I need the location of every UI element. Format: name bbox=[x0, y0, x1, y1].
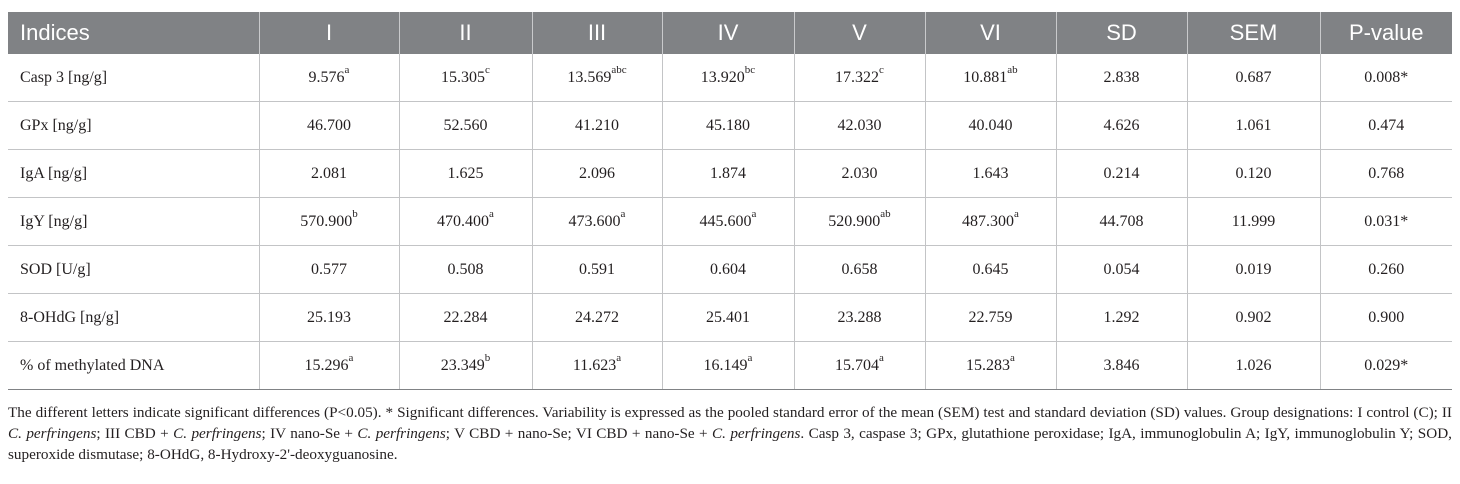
footnote-text: ; V CBD + nano-Se; VI CBD + nano-Se + bbox=[445, 425, 713, 442]
cell-value: 2.081 bbox=[311, 164, 347, 182]
column-header: P-value bbox=[1320, 12, 1452, 54]
cell-value: 44.708 bbox=[1099, 212, 1144, 230]
cell-value: 520.900 bbox=[828, 212, 881, 230]
cell-value: 0.591 bbox=[579, 260, 615, 278]
table-cell bbox=[662, 102, 794, 150]
cell-value: 25.193 bbox=[307, 308, 351, 326]
significance-letter: a bbox=[751, 208, 757, 221]
footnote-text: . Casp 3, caspase 3; GPx, glutathione peroxidase; IgA, immunoglobulin A; IgY, immunoglobulin Y; SOD, superoxide dismutase; 8-OHdG, 8-Hydroxy-2'-deoxyguanosine. bbox=[8, 425, 1452, 463]
table-cell bbox=[1056, 342, 1187, 390]
table-cell bbox=[1187, 246, 1320, 294]
table-cell bbox=[532, 54, 662, 102]
cell-value: 15.305 bbox=[441, 68, 486, 86]
cell-value: 46.700 bbox=[307, 116, 351, 134]
cell-value: 45.180 bbox=[706, 116, 750, 134]
data-table bbox=[8, 12, 1452, 390]
table-cell bbox=[1320, 294, 1452, 342]
table-cell bbox=[1320, 150, 1452, 198]
cell-value: 0.031* bbox=[1364, 212, 1409, 230]
cell-value: 23.349 bbox=[440, 356, 485, 374]
cell-value: 17.322 bbox=[835, 68, 880, 86]
significance-letter: a bbox=[1010, 352, 1015, 365]
row-label: % of methylated DNA bbox=[8, 342, 259, 390]
table-cell bbox=[259, 342, 399, 390]
cell-value: 11.623 bbox=[572, 356, 617, 374]
cell-value: 0.645 bbox=[972, 260, 1009, 278]
cell-value: 0.577 bbox=[311, 260, 347, 278]
cell-value: 13.569 bbox=[567, 68, 612, 86]
table-cell bbox=[662, 150, 794, 198]
cell-value: 0.029* bbox=[1364, 356, 1409, 374]
cell-value: 0.008* bbox=[1364, 68, 1409, 86]
significance-letter: a bbox=[747, 352, 753, 365]
table-cell bbox=[662, 198, 794, 246]
cell-value: 41.210 bbox=[575, 116, 619, 134]
significance-letter: a bbox=[616, 352, 622, 365]
table-cell bbox=[259, 246, 399, 294]
cell-value: 10.881 bbox=[963, 68, 1008, 86]
table-cell bbox=[1187, 54, 1320, 102]
table-cell bbox=[1187, 150, 1320, 198]
table-cell bbox=[259, 102, 399, 150]
table-cell bbox=[1056, 54, 1187, 102]
table-cell bbox=[399, 150, 532, 198]
cell-value: 16.149 bbox=[703, 356, 748, 374]
table-cell bbox=[794, 102, 925, 150]
cell-value: 445.600 bbox=[699, 212, 752, 230]
table-cell bbox=[925, 246, 1056, 294]
table-row bbox=[8, 150, 1452, 198]
table-cell bbox=[1056, 198, 1187, 246]
column-header: IV bbox=[662, 12, 794, 54]
cell-value: 0.768 bbox=[1368, 164, 1405, 182]
table-cell bbox=[794, 198, 925, 246]
table-cell bbox=[399, 342, 532, 390]
cell-value: 11.999 bbox=[1231, 212, 1276, 230]
table-cell bbox=[925, 198, 1056, 246]
table-body bbox=[8, 54, 1452, 390]
cell-value: 23.288 bbox=[837, 308, 882, 326]
cell-value: 0.658 bbox=[841, 260, 878, 278]
table-cell bbox=[532, 246, 662, 294]
significance-letter: a bbox=[1014, 208, 1019, 221]
cell-value: 22.759 bbox=[968, 308, 1013, 326]
table-cell bbox=[794, 54, 925, 102]
cell-value: 1.625 bbox=[447, 164, 484, 182]
cell-value: 22.284 bbox=[443, 308, 488, 326]
table-row bbox=[8, 294, 1452, 342]
table-cell bbox=[794, 342, 925, 390]
table-row bbox=[8, 102, 1452, 150]
footnote-text: The different letters indicate significant differences (P<0.05). * Significant differences. Variability is expressed as the pooled standard error of the mean (SEM) test and standard deviation (SD) values. Group designations: I control (C); II bbox=[8, 404, 1452, 421]
cell-value: 0.474 bbox=[1368, 116, 1405, 134]
cell-value: 0.900 bbox=[1368, 308, 1405, 326]
significance-letter: ab bbox=[1007, 64, 1018, 77]
cell-value: 25.401 bbox=[706, 308, 750, 326]
table-cell bbox=[925, 54, 1056, 102]
cell-value: 0.054 bbox=[1103, 260, 1140, 278]
table-cell bbox=[925, 342, 1056, 390]
significance-letter: c bbox=[879, 64, 884, 77]
significance-letter: bc bbox=[744, 64, 756, 77]
species-name: C. perfringens bbox=[712, 425, 801, 442]
cell-value: 0.604 bbox=[710, 260, 746, 278]
table-cell bbox=[1187, 102, 1320, 150]
cell-value: 2.030 bbox=[841, 164, 878, 182]
cell-value: 0.214 bbox=[1103, 164, 1140, 182]
cell-value: 15.283 bbox=[966, 356, 1011, 374]
table-row bbox=[8, 198, 1452, 246]
row-label: IgA [ng/g] bbox=[8, 150, 259, 198]
cell-value: 0.902 bbox=[1235, 308, 1272, 326]
cell-value: 1.292 bbox=[1103, 308, 1140, 326]
table-cell bbox=[532, 342, 662, 390]
significance-letter: ab bbox=[880, 208, 891, 221]
footnote-text: ; III CBD + bbox=[96, 425, 174, 442]
table-cell bbox=[662, 342, 794, 390]
table-cell bbox=[259, 294, 399, 342]
cell-value: 15.296 bbox=[304, 356, 349, 374]
cell-value: 1.643 bbox=[972, 164, 1009, 182]
significance-letter: a bbox=[344, 64, 350, 77]
significance-letter: c bbox=[485, 64, 490, 77]
table-cell bbox=[794, 150, 925, 198]
table-cell bbox=[1320, 198, 1452, 246]
table-cell bbox=[662, 294, 794, 342]
cell-value: 1.874 bbox=[710, 164, 746, 182]
table-cell bbox=[925, 102, 1056, 150]
cell-value: 0.260 bbox=[1368, 260, 1405, 278]
table-cell bbox=[1320, 342, 1452, 390]
significance-letter: b bbox=[484, 352, 491, 365]
table-cell bbox=[1320, 102, 1452, 150]
significance-letter: b bbox=[352, 208, 358, 221]
cell-value: 4.626 bbox=[1103, 116, 1140, 134]
species-name: C. perfringens bbox=[8, 425, 97, 442]
table-cell bbox=[1187, 198, 1320, 246]
table-cell bbox=[399, 54, 532, 102]
row-label: 8-OHdG [ng/g] bbox=[8, 294, 259, 342]
cell-value: 52.560 bbox=[443, 116, 488, 134]
cell-value: 9.576 bbox=[308, 68, 345, 86]
cell-value: 15.704 bbox=[835, 356, 880, 374]
table-cell bbox=[1056, 150, 1187, 198]
table-cell bbox=[532, 294, 662, 342]
cell-value: 0.687 bbox=[1235, 68, 1272, 86]
cell-value: 470.400 bbox=[437, 212, 490, 230]
cell-value: 40.040 bbox=[968, 116, 1013, 134]
footnote-text: ; IV nano-Se + bbox=[261, 425, 358, 442]
table-cell bbox=[925, 294, 1056, 342]
table-cell bbox=[662, 246, 794, 294]
cell-value: 3.846 bbox=[1103, 356, 1140, 374]
row-label: IgY [ng/g] bbox=[8, 198, 259, 246]
significance-letter: a bbox=[348, 352, 354, 365]
row-label: GPx [ng/g] bbox=[8, 102, 259, 150]
table-cell bbox=[794, 246, 925, 294]
row-label: SOD [U/g] bbox=[8, 246, 259, 294]
column-header: SEM bbox=[1187, 12, 1320, 54]
table-cell bbox=[399, 294, 532, 342]
column-header: I bbox=[259, 12, 399, 54]
header-row bbox=[8, 12, 1452, 54]
cell-value: 24.272 bbox=[575, 308, 619, 326]
row-label: Casp 3 [ng/g] bbox=[8, 54, 259, 102]
significance-letter: a bbox=[879, 352, 884, 365]
significance-letter: a bbox=[489, 208, 494, 221]
cell-value: 487.300 bbox=[962, 212, 1015, 230]
table-footnote bbox=[8, 402, 1452, 465]
table-cell bbox=[1320, 246, 1452, 294]
cell-value: 13.920 bbox=[700, 68, 745, 86]
cell-value: 1.061 bbox=[1235, 116, 1272, 134]
table-cell bbox=[532, 102, 662, 150]
table-cell bbox=[399, 198, 532, 246]
table-cell bbox=[399, 246, 532, 294]
table-cell bbox=[1187, 294, 1320, 342]
table-cell bbox=[532, 150, 662, 198]
table-cell bbox=[259, 54, 399, 102]
table-cell bbox=[1056, 294, 1187, 342]
table-row bbox=[8, 342, 1452, 390]
cell-value: 2.096 bbox=[579, 164, 615, 182]
table-cell bbox=[925, 150, 1056, 198]
table-cell bbox=[259, 150, 399, 198]
column-header: SD bbox=[1056, 12, 1187, 54]
column-header: II bbox=[399, 12, 532, 54]
cell-value: 0.019 bbox=[1235, 260, 1272, 278]
table-row bbox=[8, 54, 1452, 102]
table-cell bbox=[1056, 102, 1187, 150]
cell-value: 570.900 bbox=[300, 212, 353, 230]
table-cell bbox=[399, 102, 532, 150]
table-cell bbox=[1187, 342, 1320, 390]
column-header: III bbox=[532, 12, 662, 54]
table-cell bbox=[1056, 246, 1187, 294]
significance-letter: abc bbox=[611, 64, 627, 77]
table-row bbox=[8, 246, 1452, 294]
table-cell bbox=[662, 54, 794, 102]
column-header: VI bbox=[925, 12, 1056, 54]
cell-value: 0.508 bbox=[447, 260, 484, 278]
table-cell bbox=[259, 198, 399, 246]
cell-value: 473.600 bbox=[568, 212, 621, 230]
cell-value: 0.120 bbox=[1235, 164, 1272, 182]
significance-letter: a bbox=[620, 208, 626, 221]
cell-value: 2.838 bbox=[1103, 68, 1140, 86]
column-header: Indices bbox=[8, 12, 259, 54]
species-name: C. perfringens bbox=[357, 425, 446, 442]
table-cell bbox=[532, 198, 662, 246]
table-header bbox=[8, 12, 1452, 54]
column-header: V bbox=[794, 12, 925, 54]
table-cell bbox=[1320, 54, 1452, 102]
species-name: C. perfringens bbox=[173, 425, 262, 442]
cell-value: 1.026 bbox=[1235, 356, 1272, 374]
table-cell bbox=[794, 294, 925, 342]
cell-value: 42.030 bbox=[837, 116, 882, 134]
